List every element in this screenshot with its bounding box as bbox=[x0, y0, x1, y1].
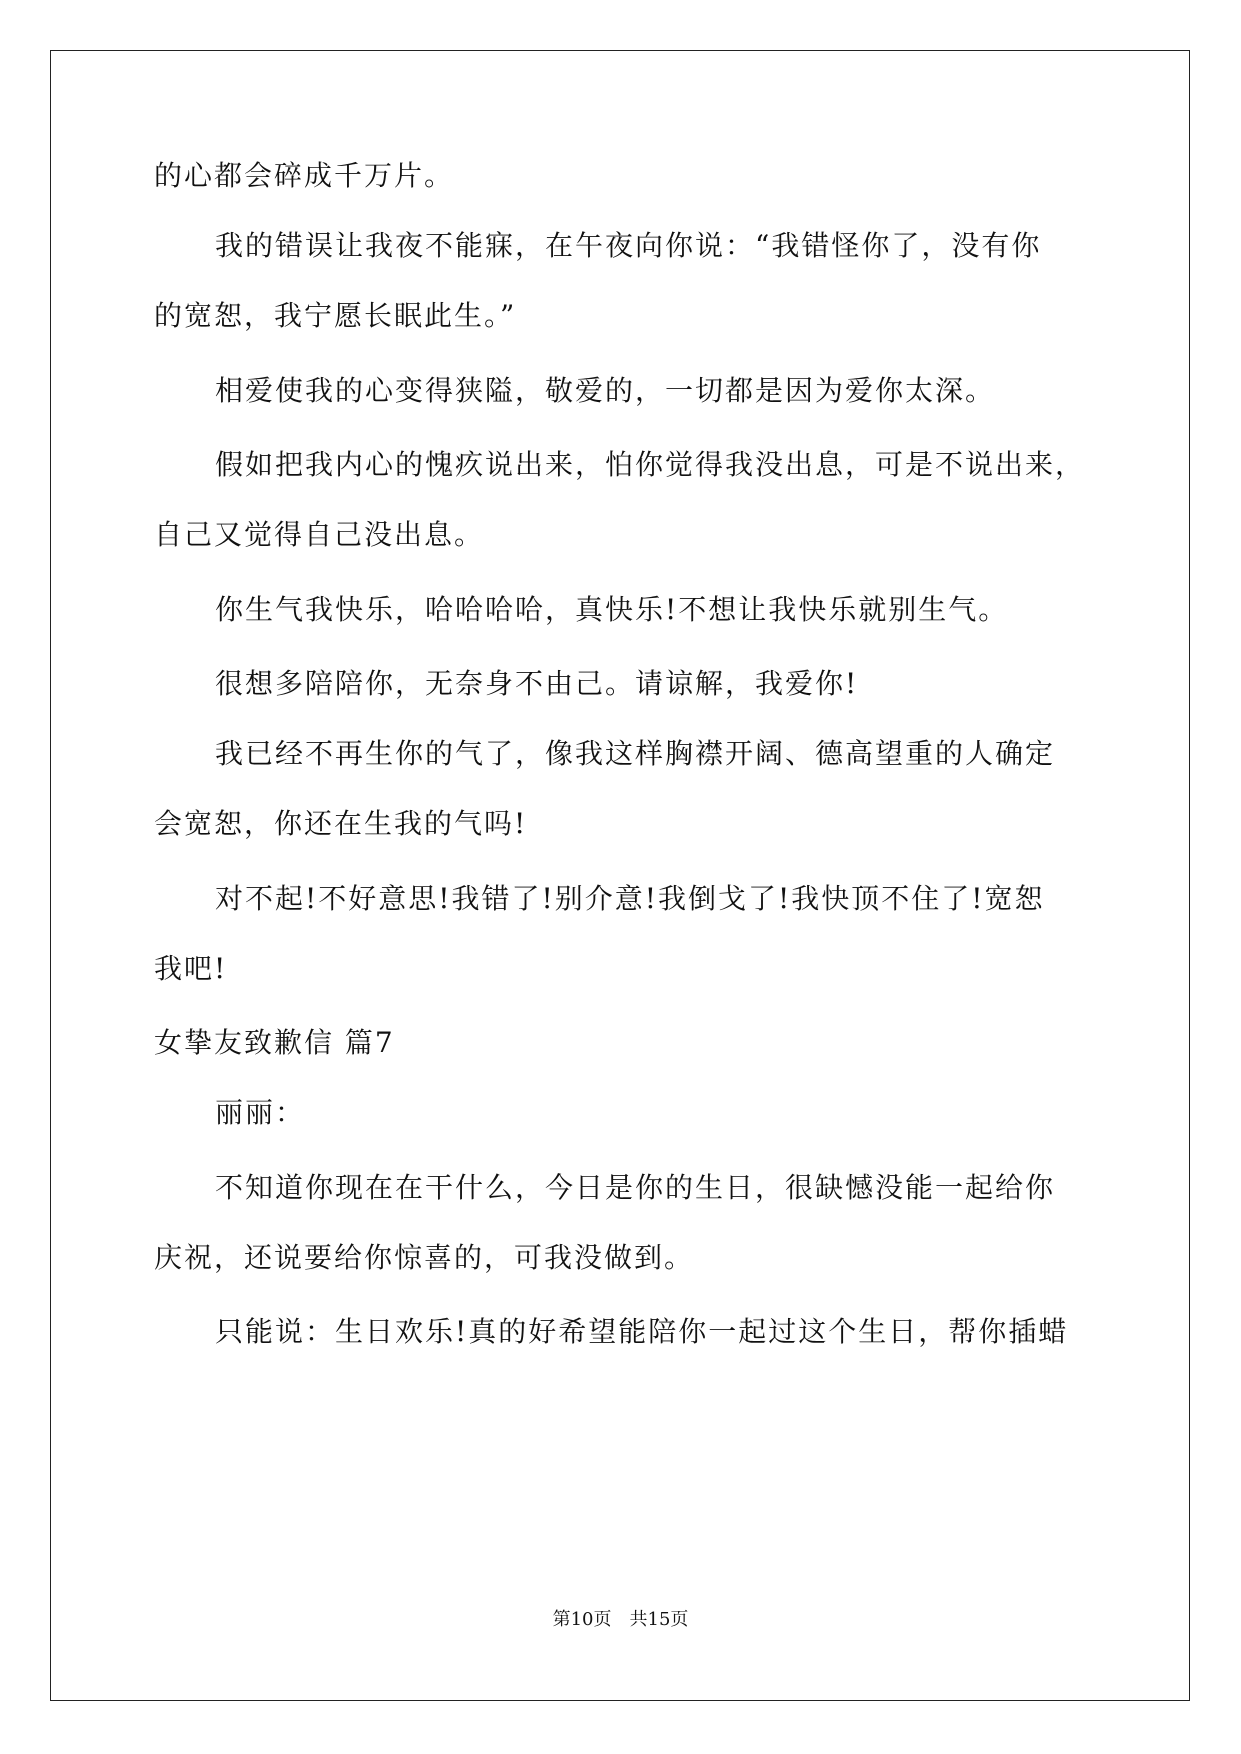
paragraph-line: 庆祝，还说要给你惊喜的，可我没做到。 bbox=[154, 1241, 695, 1274]
paragraph-line: 的宽恕，我宁愿长眠此生。” bbox=[154, 299, 517, 332]
paragraph-line: 很想多陪陪你，无奈身不由己。请谅解，我爱你! bbox=[215, 667, 859, 700]
paragraph-line: 的心都会碎成千万片。 bbox=[154, 159, 455, 192]
paragraph-line: 对不起!不好意思!我错了!别介意!我倒戈了!我快顶不住了!宽恕 bbox=[215, 882, 1045, 915]
paragraph-line: 相爱使我的心变得狭隘，敬爱的，一切都是因为爱你太深。 bbox=[215, 374, 996, 407]
paragraph-line: 不知道你现在在干什么，今日是你的生日，很缺憾没能一起给你 bbox=[215, 1171, 1056, 1204]
page-footer bbox=[0, 1608, 1241, 1632]
salutation: 丽丽： bbox=[215, 1096, 306, 1129]
paragraph-line: 你生气我快乐，哈哈哈哈，真快乐!不想让我快乐就别生气。 bbox=[215, 593, 1009, 626]
paragraph-line: 只能说：生日欢乐!真的好希望能陪你一起过这个生日，帮你插蜡 bbox=[215, 1315, 1069, 1348]
paragraph-line: 会宽恕，你还在生我的气吗! bbox=[154, 807, 528, 840]
paragraph-line: 我的错误让我夜不能寐，在午夜向你说：“我错怪你了，没有你 bbox=[215, 229, 1042, 262]
page-total: 共15页 bbox=[629, 1609, 689, 1630]
paragraph-line: 自己又觉得自己没出息。 bbox=[154, 518, 485, 551]
section-heading: 女挚友致歉信 篇7 bbox=[154, 1026, 395, 1059]
paragraph-line: 我已经不再生你的气了，像我这样胸襟开阔、德高望重的人确定 bbox=[215, 737, 1056, 770]
paragraph-line: 我吧! bbox=[154, 952, 228, 985]
paragraph-line: 假如把我内心的愧疚说出来，怕你觉得我没出息，可是不说出来， bbox=[215, 448, 1086, 481]
page-number: 第10页 bbox=[552, 1609, 612, 1630]
